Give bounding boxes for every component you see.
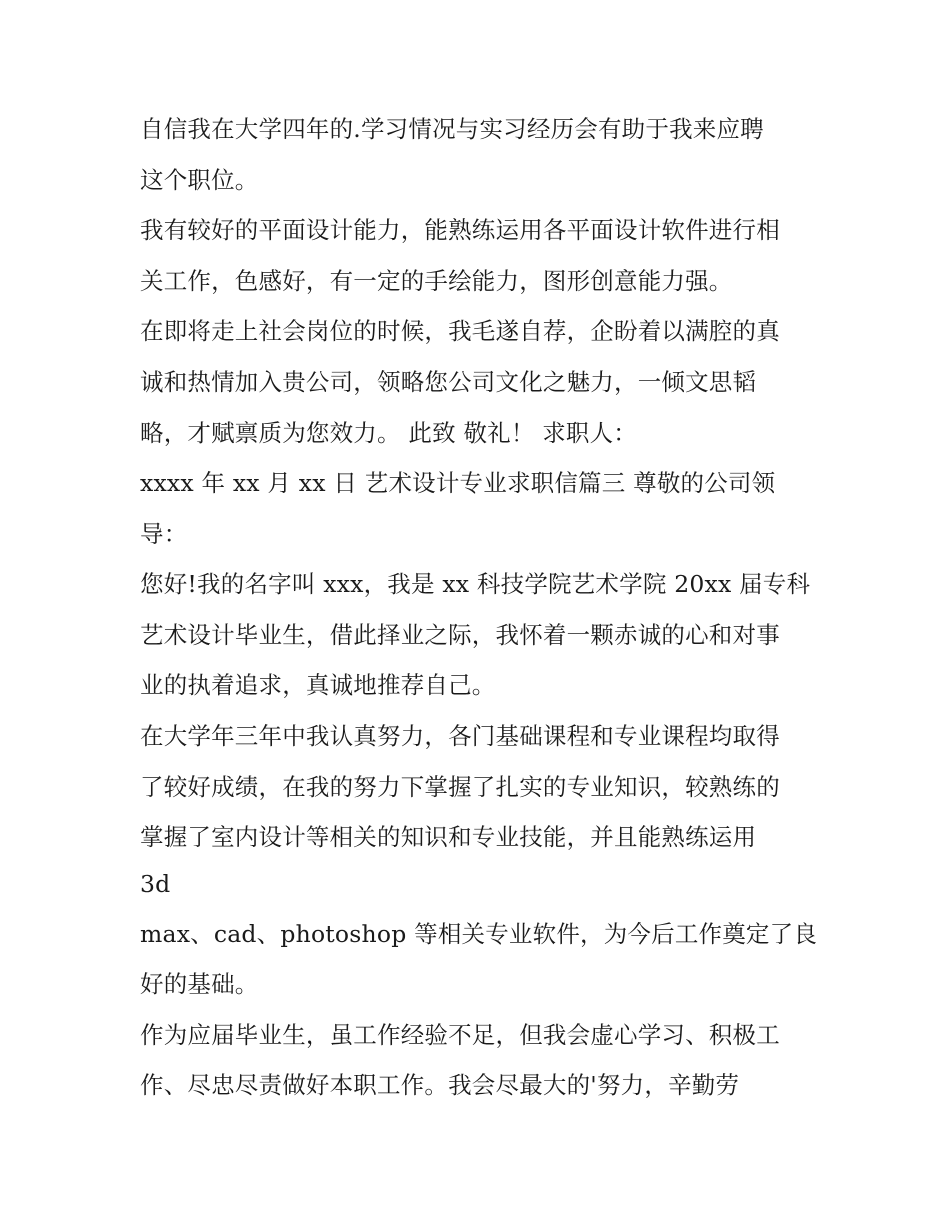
- text-line: 在大学年三年中我认真努力，各门基础课程和专业课程均取得: [140, 722, 780, 750]
- text-line: 略，才赋禀质为您效力。 此致 敬礼！ 求职人：: [140, 419, 638, 447]
- text-line: 3d: [140, 870, 171, 898]
- text-line: 诚和热情加入贵公司，领略您公司文化之魅力，一倾文思韬: [140, 368, 757, 396]
- text-line: 自信我在大学四年的.学习情况与实习经历会有助于我来应聘: [140, 115, 764, 143]
- text-line: 掌握了室内设计等相关的知识和专业技能，并且能熟练运用: [140, 823, 757, 851]
- text-line: xxxx 年 xx 月 xx 日 艺术设计专业求职信篇三 尊敬的公司领: [140, 469, 776, 497]
- text-line: 作、尽忠尽责做好本职工作。我会尽最大的'努力，辛勤劳: [140, 1071, 740, 1099]
- text-line: 这个职位。: [140, 166, 259, 194]
- text-line: 导：: [140, 520, 188, 548]
- text-line: max、cad、photoshop 等相关专业软件，为今后工作奠定了良: [140, 920, 818, 948]
- text-line: 好的基础。: [140, 970, 259, 998]
- text-line: 业的执着追求，真诚地推荐自己。: [140, 671, 496, 699]
- text-line: 了较好成绩，在我的努力下掌握了扎实的专业知识，较熟练的: [140, 773, 780, 801]
- text-line: 作为应届毕业生，虽工作经验不足，但我会虚心学习、积极工: [140, 1021, 780, 1049]
- text-line: 我有较好的平面设计能力，能熟练运用各平面设计软件进行相: [140, 216, 780, 244]
- text-line: 您好!我的名字叫 xxx，我是 xx 科技学院艺术学院 20xx 届专科: [140, 570, 811, 598]
- text-line: 关工作，色感好，有一定的手绘能力，图形创意能力强。: [140, 267, 733, 295]
- text-line: 在即将走上社会岗位的时候，我毛遂自荐，企盼着以满腔的真: [140, 317, 780, 345]
- text-line: 艺术设计毕业生，借此择业之际，我怀着一颗赤诚的心和对事: [140, 621, 780, 649]
